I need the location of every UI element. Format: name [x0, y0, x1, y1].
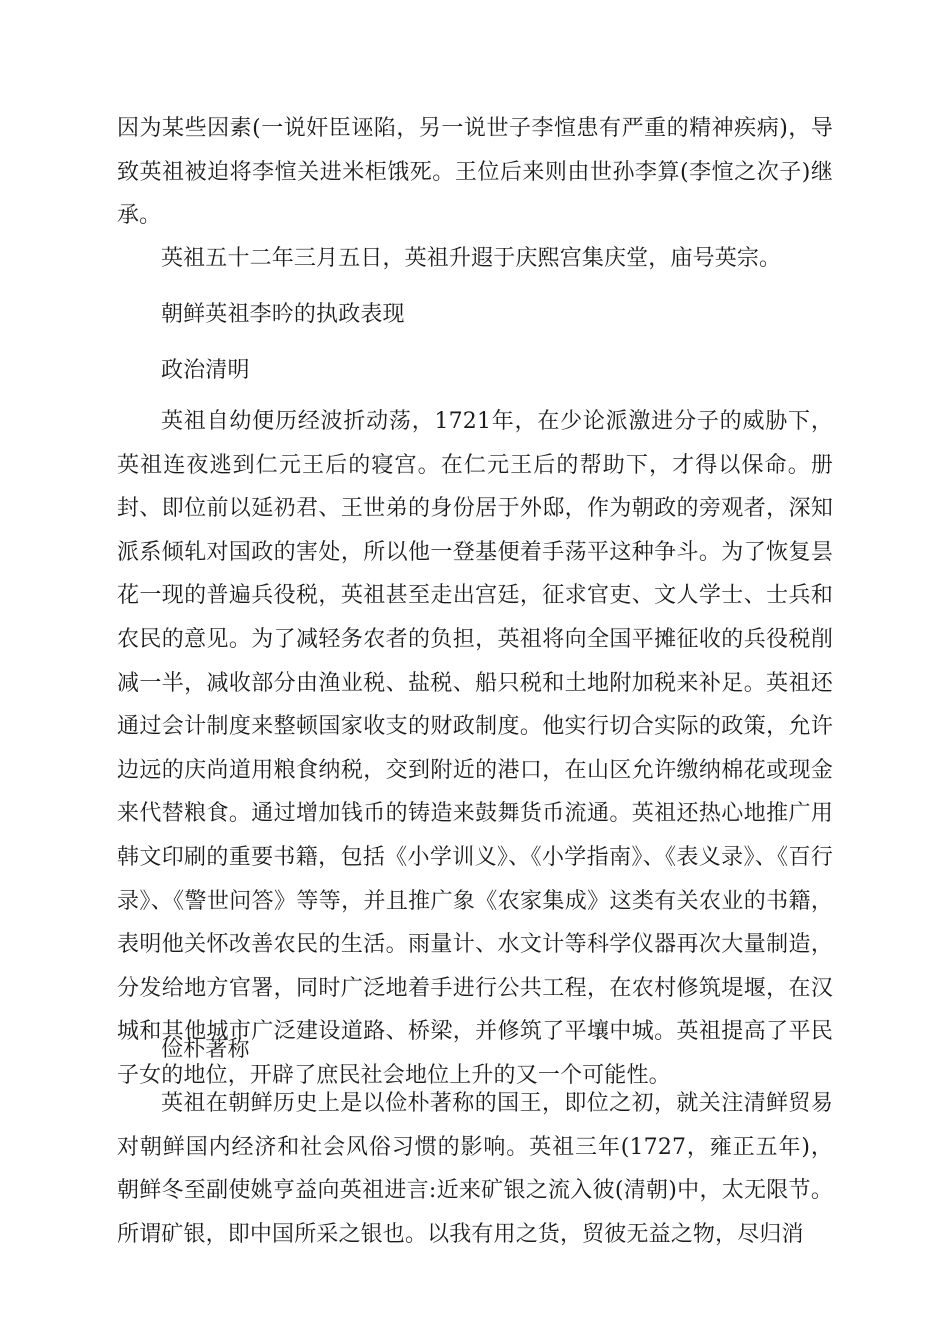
paragraph-political-reforms: 英祖自幼便历经波折动荡，1721年，在少论派激进分子的威胁下，英祖连夜逃到仁元王后的寝宫。在仁元王后的帮助下，才得以保命。册封、即位前以延礽君、王世弟的身份居于外邸，作为朝政的旁观者，深知派系倾轧对国政的害处，所以他一登基便着手荡平这种争斗。为了恢复昙花一现的普遍兵役税，英祖甚至走出宫廷，征求官吏、文人学士、士兵和农民的意见。为了减轻务农者的负担，英祖将向全国平摊征收的兵役税削减一半，减收部分由渔业税、盐税、船只税和土地附加税来补足。英祖还通过会计制度来整顿国家收支的财政制度。他实行切合实际的政策，允许边远的庆尚道用粮食纳税，交到附近的港口，在山区允许缴纳棉花或现金来代替粮食。通过增加钱币的铸造来鼓舞货币流通。英祖还热心地推广用韩文印刷的重要书籍，包括《小学训义》、《小学指南》、《表义录》、《百行录》、《警世问答》等等，并且推广象《农家集成》这类有关农业的书籍，表明他关怀改善农民的生活。雨量计、水文计等科学仪器再次大量制造，分发给地方官署，同时广泛地着手进行公共工程，在农村修筑堤堰，在汉城和其他城市广泛建设道路、桥梁，并修筑了平壤中城。英祖提高了平民子女的地位，开辟了庶民社会地位上升的又一个可能性。 — [117, 409, 833, 1088]
section-heading-governance: 朝鲜英祖李昑的执政表现 — [161, 302, 405, 327]
paragraph-frugality: 英祖在朝鲜历史上是以俭朴著称的国王，即位之初，就关注清鲜贸易对朝鲜国内经济和社会风俗习惯的影响。英祖三年(1727，雍正五年)，朝鲜冬至副使姚亨益向英祖进言:近来矿银之流入彼(清朝)中，太无限节。所谓矿银，即中国所采之银也。以我有用之货，贸彼无益之物，尽归消 — [117, 1091, 833, 1247]
paragraph-death-of-yeongjo: 英祖五十二年三月五日，英祖升遐于庆熙宫集庆堂，庙号英宗。 — [161, 246, 782, 271]
subheading-clean-politics: 政治清明 — [161, 358, 250, 383]
paragraph-fate-of-crown-prince: 因为某些因素(一说奸臣诬陷，另一说世子李愃患有严重的精神疾病)，导致英祖被迫将李愃关进米柜饿死。王位后来则由世孙李算(李愃之次子)继承。 — [117, 116, 833, 229]
subheading-frugality: 俭朴著称 — [161, 1037, 250, 1062]
